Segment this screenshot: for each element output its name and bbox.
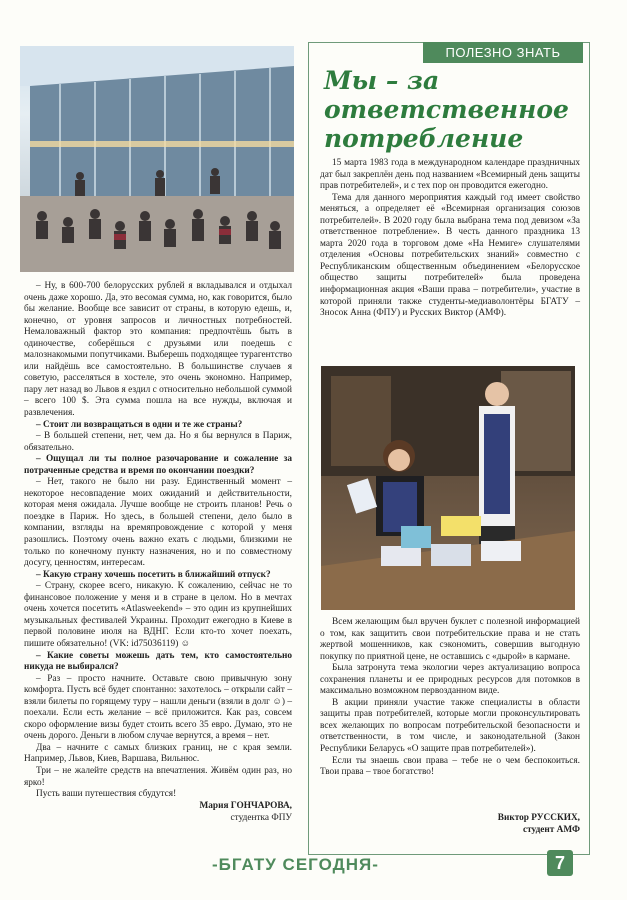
paragraph: – Страну, скорее всего, никакую. К сожалению, сейчас не то финансовое положение у меня и в стране в целом. Но в мечтах очень хочется посетить «Atlasweekend» – это один из крупнейших музыкальных фестивалей Украины. Проходит ежегодно в Киеве в первой половине июля на ВДНГ. Если кто-то хочет поехать, пишите обязательно! (VK: id75036119) ☺ bbox=[24, 581, 292, 649]
author-role: студент АМФ bbox=[522, 824, 580, 835]
publication-name: -БГАТУ СЕГОДНЯ- bbox=[212, 855, 379, 874]
rubric-label: ПОЛЕЗНО ЗНАТЬ bbox=[423, 42, 583, 63]
question: – Какую страну хочешь посетить в ближайший отпуск? bbox=[36, 569, 271, 580]
author-name: Мария ГОНЧАРОВА, bbox=[199, 801, 292, 811]
author-role: студентка ФПУ bbox=[230, 812, 292, 823]
paragraph: – Раз – просто начните. Оставьте свою привычную зону комфорта. Пусть всё будет спонтанно: захотелось – открыли сайт – взяли билеты по горящему туру – нашли деньги (взяли в долг ☺) – поехали. Если есть желание – всё приложится. Как раз, совсем скоро оформление визы будет стоить всего 35 евро. Думаю, это не очень дорого. Деньги в любом случае вернутся, а время – нет. bbox=[24, 673, 292, 742]
question: – Какие советы можешь дать тем, кто самостоятельно никуда не выбирался? bbox=[24, 650, 292, 673]
paragraph: – Нет, такого не было ни разу. Единственный момент – некоторое несовпадение моих ожиданий и действительности, которая меня ожидала. Лучше вообще не строить планов! Речь о поездке в Париж. Но здесь, в большей степени, дело было в компании, взгляды на времяпровождение с которой у меня разошлись. Поэтому очень важно ехать с людьми, близкими не только по конечному пункту назначения, но и по совместному досугу, ценностям, интересам. bbox=[24, 477, 292, 569]
left-article-body bbox=[24, 281, 292, 801]
page-number: 7 bbox=[547, 850, 573, 876]
paragraph: Была затронута тема экологии через актуализацию вопроса сохранения планеты и ее природных ресурсов для потомков в максимально возможном первозданном виде. bbox=[320, 663, 580, 697]
paragraph: Тема для данного мероприятия каждый год имеет свойство меняться, а определяет её «Всемирная организация союзов потребителей». В 2020 году была выбрана тема под девизом «За ответственное потребление». В честь данного праздника 13 марта 2020 года в торговом доме «На Немиге» слушателями отделения «Основы потребительских знаний» совместно с Республиканским общественным объединением «Белорусское общество защиты потребителей» была проведена информационная акция «Ваши права – потребители», участие в которой приняли также студенты-медиаволонтёры БГАТУ – Зносок Анна (ФПУ) и Русских Виктор (АМФ). bbox=[320, 192, 580, 319]
question: – Ощущал ли ты полное разочарование и сожаление за потраченные средства и время по окончании поездки? bbox=[24, 454, 292, 476]
paragraph: Два – начните с самых близких границ, не с края земли. Например, Львов, Киев, Варшава, Вильнюс. bbox=[24, 742, 292, 765]
paragraph: – В большей степени, нет, чем да. Но я бы вернулся в Париж, обязательно. bbox=[24, 431, 292, 453]
author-name: Виктор РУССКИХ, bbox=[497, 813, 580, 823]
event-photo bbox=[321, 366, 575, 610]
paragraph: – Ну, в 600-700 белорусских рублей я вкладывался и отдыхал очень даже хорошо. Да, это весомая сумма, но, как говорится, было бы желание. Вообще все зависит от страны, в которую едешь, и, конечно, от уровня запросов и личностных потребностей. Немаловажный фактор это компания: предпочтёшь быть в одиночестве, соберёшься с друзьями или поедешь с малознакомыми попутчиками. Выберешь подходящее турагентство или найдёшь все самостоятельно. В большинстве случаев я советую, расселяться в хостеле, это очень экономно. Например, пару лет назад во Львов я ездил с относительно небольшой суммой – всего 100 $. Эта сумма пошла на все нужды, включая и развлечения. bbox=[24, 281, 292, 419]
paragraph: В акции приняли участие также специалисты в области защиты прав потребителей, которые могли проконсультировать всех желающих по вопросам потребительской безопасности и ответственности, в том числе, и законодательной (Закон Республики Беларусь «О защите прав потребителей»). bbox=[320, 697, 580, 755]
group-photo bbox=[20, 46, 294, 272]
paragraph: Три – не жалейте средств на впечатления. Живём один раз, но ярко! bbox=[24, 765, 292, 788]
question: – Стоит ли возвращаться в одни и те же страны? bbox=[36, 419, 243, 430]
right-article-body-top bbox=[320, 158, 580, 320]
paragraph: Всем желающим был вручен буклет с полезной информацией о том, как защитить свои потребительские права и не стать жертвой мошенников, как сэкономить, совершив выгодную покупку по приятной цене, не оставшись с «дырой» в кармане. bbox=[320, 617, 580, 662]
paragraph: 15 марта 1983 года в международном календаре праздничных дат был закреплён день под названием «Всемирный день защиты прав потребителей», и с тех пор он проводится ежегодно. bbox=[320, 158, 580, 192]
paragraph: Если ты знаешь свои права – тебе не о чем беспокоиться. Твои права – твое богатство! bbox=[320, 755, 580, 778]
article-headline: Мы – за ответственное потребление bbox=[324, 66, 569, 153]
right-author-signature bbox=[430, 813, 580, 836]
left-author-signature bbox=[150, 801, 292, 824]
paragraph: Пусть ваши путешествия сбудутся! bbox=[36, 789, 177, 800]
right-article-body-bottom bbox=[320, 617, 580, 779]
